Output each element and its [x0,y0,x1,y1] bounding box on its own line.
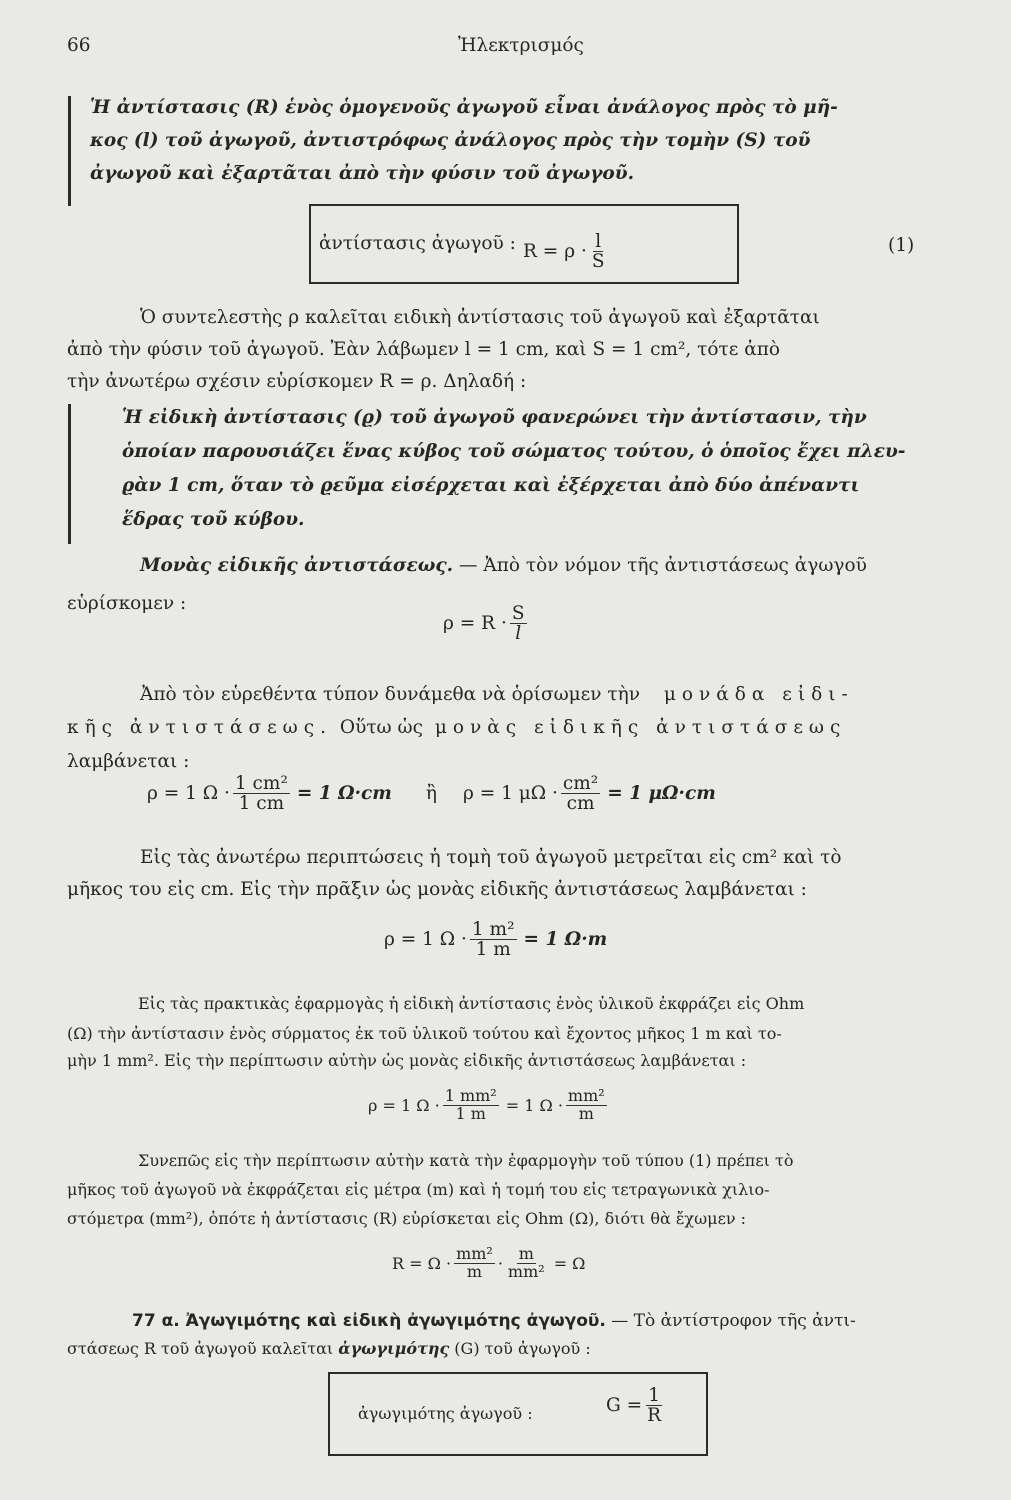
fraction [454,1246,495,1281]
theorem-line: ἀγωγοῦ καὶ ἐξαρτᾶται ἀπὸ τὴν φύσιν τοῦ ἀγωγοῦ. [90,163,635,184]
denominator: 1 m [455,1103,486,1123]
running-title: Ἠλεκτρισμός [458,35,584,56]
text-line: λαμβάνεται : [67,751,190,772]
numerator: m [518,1244,534,1263]
text-span: Οὕτω ὡς [339,717,423,738]
formula [147,774,716,814]
emphasis-text: ἀγωγιμότης [338,1339,450,1358]
numerator: l [595,231,602,252]
text-line [140,683,854,706]
formula-box [328,1372,708,1456]
denominator: m [466,1261,483,1281]
section-line [132,1310,856,1332]
formula-lhs: R = Ω · [392,1253,452,1273]
definition-line: ἕδρας τοῦ κύβου. [122,509,305,530]
text-line: τὴν ἀνωτέρω σχέσιν εὑρίσκομεν R = ρ. Δηλαδή : [67,371,527,392]
text-span: Ἀπὸ τὸν εὑρεθέντα τύπον δυνάμεθα νὰ ὁρίσωμεν τὴν [140,684,640,705]
denominator: l [515,623,522,645]
formula-lhs: ρ = 1 Ω · [368,1095,440,1115]
formula [606,1386,666,1426]
theorem-line: κος (l) τοῦ ἀγωγοῦ, ἀντιστρόφως ἀνάλογος πρὸς τὴν τομὴν (S) τοῦ [90,130,811,151]
text-span: στάσεως R τοῦ ἀγωγοῦ καλεῖται [67,1339,334,1358]
fraction [566,1088,607,1123]
fraction [645,1386,663,1426]
spaced-text: κῆς ἀντιστάσεως. [67,717,333,738]
fraction [233,774,290,814]
subsection-heading: Μονὰς εἰδικῆς ἀντιστάσεως. [140,555,454,576]
text-line [67,716,846,739]
denominator: 1 cm [238,793,285,815]
formula-lhs: ρ = 1 Ω · [147,783,230,805]
formula-result: = 1 Ω·cm [296,783,392,805]
numerator: mm² [567,1086,605,1105]
text-line: μῆκος τοῦ ἀγωγοῦ νὰ ἐκφράζεται εἰς μέτρα (m) καὶ ἡ τομή του εἰς τετραγωνικὰ χιλιο- [67,1180,770,1199]
numerator: 1 [648,1385,661,1406]
formula [368,1088,610,1123]
definition-line: ὁποίαν παρουσιάζει ἕνας κύβος τοῦ σώματος τούτου, ὁ ὁποῖος ἔχει πλευ- [122,441,906,462]
denominator: mm² [507,1261,545,1281]
formula-lhs: R = ρ · [523,241,587,263]
numerator: 1 cm² [234,773,288,794]
margin-bar [68,404,71,544]
section-heading: 77 α. Ἀγωγιμότης καὶ εἰδικὴ ἀγωγιμότης ἀγωγοῦ. [132,1311,606,1331]
spaced-text: μονάδα εἰδι- [663,684,854,705]
formula [392,1246,585,1281]
formula-result: = 1 Ω·m [523,929,608,951]
formula-dot: · [497,1253,503,1273]
fraction [561,774,600,814]
formula-box [309,204,739,284]
formula-label: ἀντίστασις ἀγωγοῦ : [319,233,516,254]
text-line: μὴν 1 mm². Εἰς τὴν περίπτωσιν αὐτὴν ὡς μονὰς εἰδικῆς ἀντιστάσεως λαμβάνεται : [67,1051,747,1070]
text-line: Συνεπῶς εἰς τὴν περίπτωσιν αὐτὴν κατὰ τὴν ἐφαρμογὴν τοῦ τύπου (1) πρέπει τὸ [138,1151,794,1170]
numerator: 1 m² [471,919,515,940]
text-line: Ὁ συντελεστὴς ρ καλεῖται ειδικὴ ἀντίστασις τοῦ ἀγωγοῦ καὶ ἐξαρτᾶται [140,307,820,328]
fraction [470,920,517,960]
text-line: εὑρίσκομεν : [67,593,187,614]
formula-lhs: ρ = R · [443,613,507,635]
formula [523,232,610,272]
numerator: S [511,603,525,624]
formula-result: = 1 μΩ·cm [607,783,716,805]
denominator: R [647,1405,662,1427]
text-line: (Ω) τὴν ἀντίστασιν ἑνὸς σύρματος ἐκ τοῦ ὑλικοῦ τούτου καὶ ἔχοντος μῆκος 1 m καὶ το- [67,1024,782,1043]
numerator: mm² [456,1244,493,1263]
fraction [506,1246,547,1281]
text-line: Εἰς τὰς ἀνωτέρω περιπτώσεις ἡ τομὴ τοῦ ἀγωγοῦ μετρεῖται εἰς cm² καὶ τὸ [140,847,842,868]
numerator: 1 mm² [444,1086,497,1105]
text-line: ἀπὸ τὴν φύσιν τοῦ ἀγωγοῦ. Ἐὰν λάβωμεν l = 1 cm, καὶ S = 1 cm², τότε ἀπὸ [67,339,781,360]
denominator: m [578,1103,594,1123]
formula-lhs: G = [606,1395,643,1417]
text-span: — Τὸ ἀντίστροφον τῆς ἀντι- [611,1311,856,1331]
margin-bar [68,96,71,206]
formula-mid: = 1 Ω · [505,1095,563,1115]
text-span: (G) τοῦ ἀγωγοῦ : [454,1339,591,1358]
text-line [67,1338,591,1359]
definition-line: Ἡ εἰδικὴ ἀντίστασις (ϱ) τοῦ ἀγωγοῦ φανερώνει τὴν ἀντίστασιν, τὴν [122,407,867,428]
definition-line: ϱὰν 1 cm, ὅταν τὸ ϱεῦμα εἰσέρχεται καὶ ἐξέρχεται ἀπὸ δύο ἀπέναντι [122,475,860,496]
text-span: — Ἀπὸ τὸν νόμον τῆς ἀντιστάσεως ἀγωγοῦ [459,555,867,576]
numerator: cm² [562,773,599,794]
formula-lhs: ρ = 1 Ω · [384,929,467,951]
formula [384,920,607,960]
text-line: στόμετρα (mm²), ὁπότε ἡ ἀντίστασις (R) εὑρίσκεται εἰς Ohm (Ω), διότι θὰ ἔχωμεν : [67,1209,747,1228]
spaced-text: μονὰς εἰδικῆς ἀντιστάσεως [434,717,847,738]
fraction [590,232,607,272]
denominator: 1 m [475,939,511,961]
equation-number: (1) [888,235,915,256]
denominator: cm [566,793,595,815]
formula-or: ἢ [425,783,437,805]
text-line: μῆκος του εἰς cm. Εἰς τὴν πρᾶξιν ὡς μονὰς εἰδικῆς ἀντιστάσεως λαμβάνεται : [67,879,807,900]
formula-result: = Ω [553,1253,586,1273]
page-number: 66 [67,35,91,56]
theorem-line: Ἡ ἀντίστασις (R) ἑνὸς ὁμογενοῦς ἀγωγοῦ εἶναι ἀνάλογος πρὸς τὸ μῆ- [90,97,838,118]
subsection-line [140,554,867,577]
denominator: S [591,251,605,273]
formula-lhs: ρ = 1 μΩ · [462,783,558,805]
fraction [510,604,527,644]
fraction [443,1088,499,1123]
formula [443,604,530,644]
formula-label: ἀγωγιμότης ἀγωγοῦ : [358,1404,533,1423]
text-line: Εἰς τὰς πρακτικὰς ἐφαρμογὰς ἡ εἰδικὴ ἀντίστασις ἑνὸς ὑλικοῦ ἐκφράζει εἰς Ohm [138,994,805,1013]
